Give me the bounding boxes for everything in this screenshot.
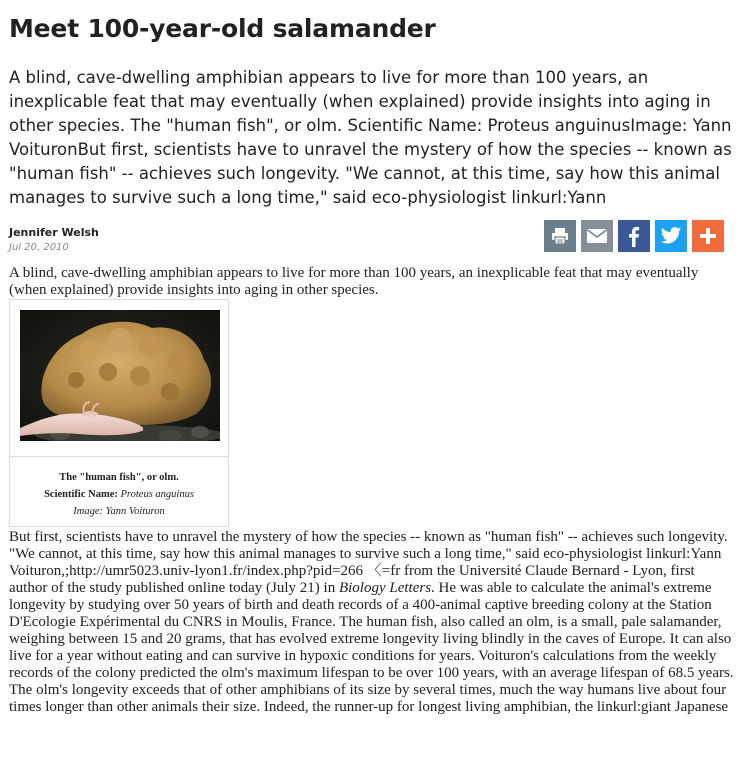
print-icon <box>550 226 570 246</box>
author-name[interactable]: Jennifer Welsh <box>9 226 99 239</box>
publish-date: Jul 20, 2010 <box>9 242 69 253</box>
figure-caption <box>10 469 228 520</box>
body-text-part2: . He was able to calculate the animal's extreme longevity by studying over 50 years of birth and death records of a 400-animal captive breeding colony at the Station D'Ecologie Expérimental du CNRS in Moulis, France. The human fish, also called an olm, is a small, pale salamander, weighing between 15 and 20 grams, that has evolved extreme longevity living blindly in the caves of Europe. It can also live for a year without eating and can survive in hypoxic conditions for years. Voituron's calculations from the weekly records of the colony predicted the olm's maximum lifespan to be over 100 years, with an average lifespan of 68.5 years. The olm's longevity exceeds that of other amphibians of its size by several times, much the way humans live about four times longer than other animals their size. Indeed, the runner-up for longest living amphibian, the linkurl:giant Japanese <box>9 580 734 715</box>
email-icon <box>586 226 608 246</box>
article-figure <box>9 299 229 527</box>
lead-paragraph: A blind, cave-dwelling amphibian appears to live for more than 100 years, an inexplicable feat that may eventually (when explained) provide insights into aging in other species. <box>9 265 699 298</box>
more-share-button[interactable] <box>692 220 724 252</box>
caption-species: Proteus anguinus <box>120 489 194 500</box>
facebook-share-button[interactable] <box>618 220 650 252</box>
twitter-icon <box>660 226 682 246</box>
article-body <box>9 529 734 716</box>
caption-credit: Image: Yann Voituron <box>73 506 165 517</box>
share-toolbar <box>544 220 724 253</box>
caption-label: Scientific Name: <box>44 489 118 500</box>
journal-name: Biology Letters <box>338 580 432 596</box>
article-summary: A blind, cave-dwelling amphibian appears to live for more than 100 years, an inexplicable feat that may eventually (when explained) provide insights into aging in other species. The "human fish", or olm. Scientific Name: Proteus anguinusImage: Yann VoituronBut first, scientists have to unravel the mystery of how the species -- known as "human fish" -- achieves such longevity. "We cannot, at this time, say how this animal manages to survive such a long time," said eco-physiologist linkurl:Yann <box>9 68 732 207</box>
print-button[interactable] <box>544 220 576 252</box>
twitter-share-button[interactable] <box>655 220 687 252</box>
article-title: Meet 100-year-old salamander <box>9 14 436 43</box>
email-button[interactable] <box>581 220 613 252</box>
olm-photo <box>20 310 220 441</box>
figure-divider <box>10 456 228 457</box>
plus-icon <box>699 227 717 245</box>
facebook-icon <box>624 225 644 247</box>
body-text-part1: But first, scientists have to unravel the mystery of how the species -- known as "human fish" -- achieves such longevity. "We cannot, at this time, say how this animal manages to survive such a long time," said eco-physiologist linkurl:Yann Voituron,;http://umr5023.univ-lyon1.fr/index.php?pid=266 〈=fr from the Université Claude Bernard - Lyon, first author of the study published online today (July 21) in <box>9 529 728 596</box>
caption-title: The "human fish", or olm. <box>59 472 179 483</box>
